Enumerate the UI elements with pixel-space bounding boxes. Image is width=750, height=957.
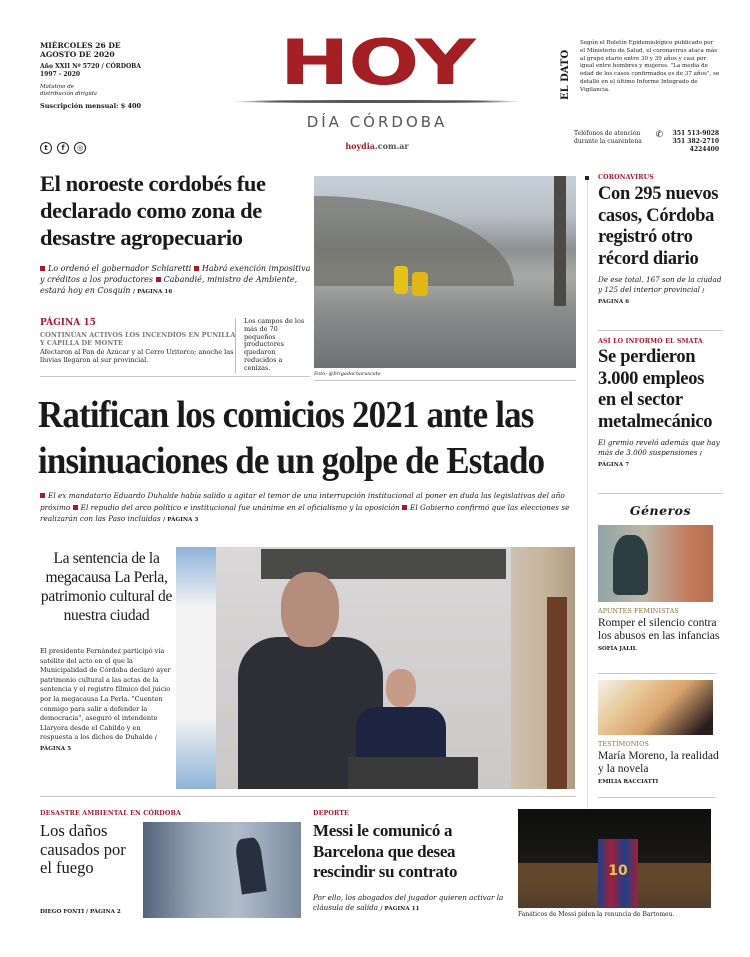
main-headline[interactable] xyxy=(38,392,545,484)
story-headline[interactable]: Con 295 nuevos casos, Córdoba registró otro récord diario xyxy=(598,184,719,269)
photo-worker xyxy=(394,266,408,294)
story-kicker: CORONAVIRUS xyxy=(598,174,654,181)
lead-headline[interactable]: El noroeste cordobés fue declarado como zona de desastre agropecuario xyxy=(40,171,266,250)
page-ref[interactable]: / PÁGINA 6 xyxy=(598,288,705,305)
bullet-icon xyxy=(156,277,161,282)
story-deck xyxy=(598,275,726,307)
deck-text: Por ello, los abogados del jugador quieren activar la cláusula de salida xyxy=(313,893,504,912)
related-text: Afectaron al Pan de Azúcar y al Cerro Uritorco; anoche las lluvias llegaron al sur provincial. xyxy=(40,348,234,364)
messi-headline[interactable]: Messi le comunicó a Barcelona que desea rescindir su contrato xyxy=(313,821,458,881)
page-ref[interactable]: / PÁGINA 5 xyxy=(40,735,157,752)
bullet-icon xyxy=(40,493,45,498)
story-kicker: DEPORTE xyxy=(313,810,349,817)
deck-item: Cabandié, ministro de Ambiente, estará hoy en Cosquín xyxy=(40,275,298,295)
photo-podium xyxy=(348,757,478,789)
photo-face xyxy=(281,572,339,647)
url-brand: hoydia xyxy=(345,141,375,151)
item-headline[interactable]: María Moreno, la realidad y la novela xyxy=(598,750,719,775)
logo-subtitle: DÍA CÓRDOBA xyxy=(306,113,448,131)
subscription-price: Suscripción mensual: $ 400 xyxy=(40,102,142,110)
photo-firefighters xyxy=(314,176,576,368)
story-smata xyxy=(598,338,726,470)
edition-type xyxy=(40,84,200,98)
edition-line-1: Matutino de xyxy=(40,84,75,90)
newspaper-logo xyxy=(232,26,522,151)
deck-item: El Gobierno confirmó que las elecciones se realizarán con las Paso incluidas xyxy=(40,502,570,523)
photo-fans xyxy=(518,809,711,908)
item-headline[interactable]: Romper el silencio contra los abusos en las infancias xyxy=(598,617,720,642)
social-links xyxy=(40,142,86,154)
divider xyxy=(598,797,716,798)
deck-item: Lo ordenó el gobernador Schiaretti xyxy=(48,264,192,273)
story-kicker: ASÍ LO INFORMÓ EL SMATA xyxy=(598,338,703,345)
photo-maria-moreno xyxy=(598,680,713,735)
phone-number[interactable]: 4224400 xyxy=(689,146,719,153)
deck-item: El repudio del arco político e institucional fue unánime en el oficialismo y la oposición xyxy=(80,502,400,512)
photo-face xyxy=(386,669,416,707)
instagram-icon[interactable]: ◎ xyxy=(74,142,86,154)
danos-headline[interactable]: Los daños causados por el fuego xyxy=(40,821,126,877)
photo-painting xyxy=(598,525,713,602)
el-dato-text: Según el Boletín Epidemiológico publicado por el Ministerio de Salud, el coronavirus ataca más al grupo etario entre 30 y 39 años y casi por igual entre hombres y mujeres. "La media de edad de los casos confirmados es de 37 años", se detalló en el último Informe Integrado de Vigilancia. xyxy=(580,40,720,93)
item-byline: SOFÍA JALIL xyxy=(598,646,637,652)
photo-smoke xyxy=(143,822,301,918)
page-ref[interactable]: / PÁGINA 3 xyxy=(163,517,199,523)
messi-deck xyxy=(313,893,513,914)
body-text: El presidente Fernández participó vía satélite del acto en el que la Municipalidad de Córdoba declaró ayer patrimonio cultural a las actas de la sentencia y el registro fílmico del juicio por la megacausa La Perla. "Cuenten conmigo para salir a defender la democracia", aseguró el intendente Llaryora desde el Cabildo y en respuesta a los dichos de Duhalde xyxy=(40,647,171,742)
divider xyxy=(598,493,723,494)
phone-numbers xyxy=(673,130,719,154)
perla-body xyxy=(40,647,173,755)
phone-box xyxy=(574,130,719,154)
photo-credit: Foto: @brigadacharascate xyxy=(314,371,381,377)
story-kicker: DESASTRE AMBIENTAL EN CÓRDOBA xyxy=(40,810,181,817)
related-kicker: CONTINÚAN ACTIVOS LOS INCENDIOS EN PUNILLA Y CAPILLA DE MONTE xyxy=(40,331,236,347)
page-ref[interactable]: / PÁGINA 16 xyxy=(133,289,173,295)
headline-line-2: insinuaciones de un golpe de Estado xyxy=(38,440,545,482)
website-link[interactable] xyxy=(232,141,522,151)
story-headline[interactable]: Se perdieron 3.000 empleos en el sector metalmecánico xyxy=(598,347,713,432)
phone-number[interactable]: 351 382-2710 xyxy=(672,138,719,145)
generos-item xyxy=(598,608,723,652)
photo-child-figure xyxy=(613,535,648,595)
phones-label: Teléfonos de atención durante la cuarentena xyxy=(574,130,642,145)
divider xyxy=(598,673,716,674)
edition-line-2: distribución dirigida xyxy=(40,91,97,97)
bullet-icon xyxy=(73,505,78,510)
sidebar-note: Los campos de los más de 70 pequeños productores quedaron reducidos a cenizas. xyxy=(235,318,305,373)
main-deck xyxy=(40,490,575,527)
phone-icon: ✆ xyxy=(655,130,664,140)
divider xyxy=(40,796,576,797)
phone-number[interactable]: 351 513-9028 xyxy=(672,130,719,137)
deck-text: De ese total, 167 son de la ciudad y 125 del interior provincial xyxy=(598,275,722,294)
edition-date xyxy=(40,41,200,59)
photo-brigadist xyxy=(234,837,266,895)
perla-headline[interactable]: La sentencia de la megacausa La Perla, patrimonio cultural de nuestra ciudad xyxy=(40,550,173,624)
el-dato-title: EL DATO xyxy=(560,49,571,100)
photo-flag xyxy=(176,547,216,789)
headline-line-1: Ratifican los comicios 2021 ante las xyxy=(38,394,534,436)
bullet-icon xyxy=(194,266,199,271)
deck-text: El gremio reveló además que hay más de 3.000 suspensiones xyxy=(598,438,720,457)
related-story xyxy=(40,318,240,364)
issue-number: Año XXII Nº 5720 / CÓRDOBA xyxy=(40,63,141,70)
photo-ceremony xyxy=(176,547,575,789)
deck-item: El ex mandatario Eduardo Duhalde había salido a agitar el temor de una interrupción institucional al poner en duda las legislativas del año próximo xyxy=(40,491,565,512)
photo-worker xyxy=(412,272,428,296)
deck-item: Habrá exención impositiva y créditos a los productores xyxy=(40,264,311,284)
date-line-2: AGOSTO DE 2020 xyxy=(40,50,115,59)
twitter-icon[interactable]: t xyxy=(40,142,52,154)
section-title-generos: Géneros xyxy=(629,503,692,518)
masthead-info xyxy=(40,41,200,110)
divider xyxy=(598,330,723,331)
date-line-1: MIÉRCOLES 26 DE xyxy=(40,41,121,50)
column-marker xyxy=(585,176,589,180)
logo-swoosh xyxy=(232,100,522,103)
related-page-ref[interactable]: PÁGINA 15 xyxy=(40,318,96,328)
jersey-number: 10 xyxy=(608,863,628,879)
page-ref[interactable]: / PÁGINA 11 xyxy=(380,906,420,912)
photo-jersey xyxy=(598,839,638,908)
lead-deck xyxy=(40,263,315,298)
url-domain: .com.ar xyxy=(374,141,409,151)
photo-door xyxy=(547,597,567,789)
item-kicker: TESTIMONIOS xyxy=(598,741,649,748)
el-dato-label xyxy=(560,42,572,102)
column-rule xyxy=(587,176,588,906)
item-kicker: APUNTES FEMINISTAS xyxy=(598,608,679,615)
divider xyxy=(314,380,576,381)
photo-tree xyxy=(554,176,566,306)
divider xyxy=(40,376,310,377)
issue-info xyxy=(40,63,200,79)
item-byline: EMILIA RACCIATTI xyxy=(598,779,659,785)
story-covid xyxy=(598,174,726,307)
logo-wordmark: HOY xyxy=(279,26,475,99)
story-deck xyxy=(598,438,726,470)
page-ref[interactable]: / PÁGINA 7 xyxy=(598,451,702,468)
issue-years: 1997 - 2020 xyxy=(40,71,81,78)
bullet-icon xyxy=(402,505,407,510)
facebook-icon[interactable]: f xyxy=(57,142,69,154)
danos-byline: DIEGO FONTI / PÁGINA 2 xyxy=(40,909,121,915)
generos-item xyxy=(598,741,723,785)
bullet-icon xyxy=(40,266,45,271)
photo-caption: Fanáticos de Messi piden la renuncia de Bartomeu. xyxy=(518,911,675,918)
